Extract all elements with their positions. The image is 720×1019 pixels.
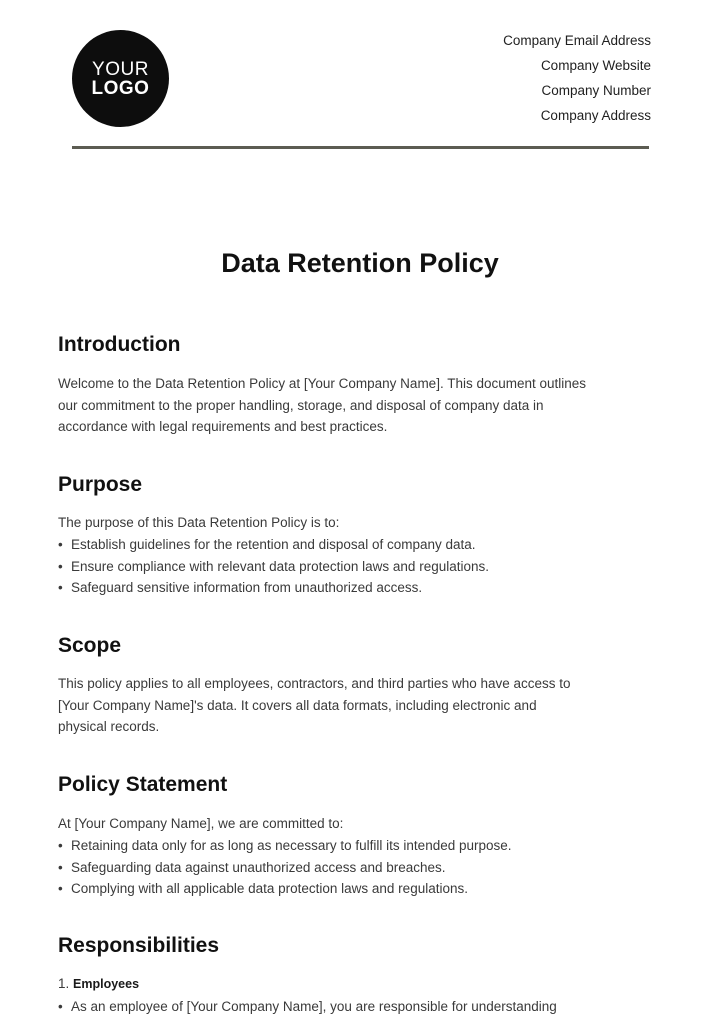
- section-heading-responsibilities: Responsibilities: [58, 934, 220, 957]
- list-item: • Retaining data only for as long as necessary to fulfill its intended purpose.: [58, 835, 668, 857]
- item-label: Employees: [73, 977, 140, 991]
- company-logo: [72, 30, 169, 127]
- purpose-list: [58, 534, 668, 599]
- company-address: Company Address: [540, 108, 651, 123]
- section-heading-policy-statement: Policy Statement: [58, 773, 228, 796]
- section-heading-introduction: Introduction: [58, 333, 181, 356]
- logo-text-line2: LOGO: [91, 77, 150, 99]
- introduction-line: our commitment to the proper handling, storage, and disposal of company data in: [58, 397, 544, 413]
- company-email: Company Email Address: [503, 33, 651, 48]
- company-website: Company Website: [540, 58, 651, 73]
- list-item: • Safeguard sensitive information from unauthorized access.: [58, 577, 668, 599]
- responsibilities-list: [58, 973, 668, 1017]
- introduction-paragraph: [58, 373, 668, 438]
- section-heading-purpose: Purpose: [58, 473, 143, 496]
- logo-text-line1: YOUR: [92, 58, 149, 80]
- introduction-line: accordance with legal requirements and best practices.: [58, 419, 388, 434]
- purpose-intro: The purpose of this Data Retention Policy is to:: [58, 515, 340, 530]
- list-item: • Complying with all applicable data protection laws and regulations.: [58, 878, 668, 900]
- company-contact-block: [503, 32, 651, 132]
- policy-statement-intro: At [Your Company Name], we are committed to:: [58, 816, 344, 831]
- company-number: Company Number: [541, 83, 651, 98]
- scope-line: [Your Company Name]'s data. It covers all data formats, including electronic and: [58, 697, 537, 713]
- scope-paragraph: [58, 673, 668, 738]
- list-item: • Safeguarding data against unauthorized access and breaches.: [58, 857, 668, 879]
- list-item: • Establish guidelines for the retention and disposal of company data.: [58, 534, 668, 556]
- header-divider: [72, 146, 649, 149]
- introduction-line: Welcome to the Data Retention Policy at [Your Company Name]. This document outlines: [58, 376, 587, 391]
- section-heading-scope: Scope: [58, 634, 122, 657]
- list-item: • Ensure compliance with relevant data protection laws and regulations.: [58, 556, 668, 578]
- numbered-item-employees: [58, 973, 668, 996]
- scope-line: physical records.: [58, 719, 160, 734]
- policy-statement-list: [58, 835, 668, 900]
- document-title: Data Retention Policy: [221, 248, 499, 278]
- list-item: • As an employee of [Your Company Name], you are responsible for understanding: [58, 996, 668, 1018]
- scope-line: This policy applies to all employees, contractors, and third parties who have access to: [58, 676, 571, 691]
- item-number: 1.: [58, 976, 70, 991]
